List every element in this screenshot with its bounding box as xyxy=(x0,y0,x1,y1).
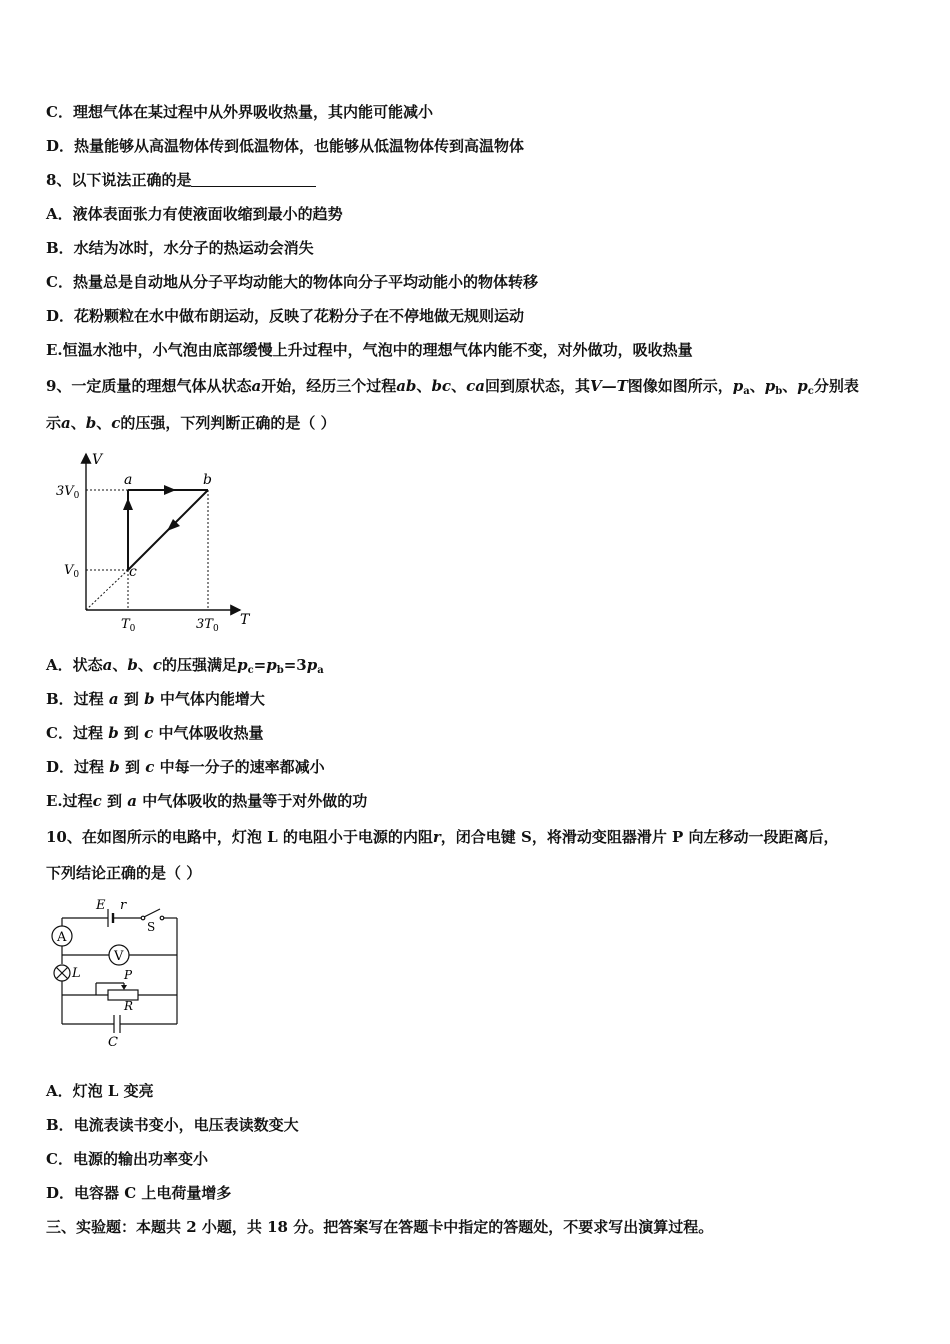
q10-option-d: D．电容器 C 上电荷量增多 xyxy=(46,1184,232,1202)
q9-sub: c xyxy=(807,386,814,397)
q9-var: a xyxy=(127,792,138,810)
q10-stem-line1 xyxy=(46,827,839,847)
q9-option-b xyxy=(46,689,265,709)
q8-stem-text: 8、以下说法正确的是 xyxy=(46,171,192,189)
q9-var: ab xyxy=(396,377,417,395)
origin-line xyxy=(86,570,128,610)
q9-option-e xyxy=(46,791,367,811)
q8-option-a: A．液体表面张力有使液面收缩到最小的趋势 xyxy=(46,205,343,223)
section-3-heading: 三、实验题：本题共 2 小题，共 18 分。把答案写在答题卡中指定的答题处，不要求写出演算过程。 xyxy=(46,1218,714,1236)
label-p: P xyxy=(124,968,133,982)
q9-sub: a xyxy=(317,665,324,676)
arrow-ca xyxy=(123,498,133,510)
q9-sub: b xyxy=(775,386,783,397)
q9-text: E.过程 xyxy=(46,792,93,810)
q9-var: bc xyxy=(431,377,452,395)
q9-option-d xyxy=(46,757,325,777)
label-r: r xyxy=(120,898,127,913)
q9-stem-line2 xyxy=(46,413,336,433)
tick-3t0 xyxy=(196,617,219,634)
ammeter-label: A xyxy=(57,930,67,945)
q9-text: 到 xyxy=(124,758,140,776)
q9-text: 中气体吸收热量 xyxy=(158,724,264,742)
q9-var: a xyxy=(108,690,119,708)
tick-t0 xyxy=(121,617,136,634)
point-c-label: c xyxy=(129,564,137,580)
q9-text: 回到原状态，其 xyxy=(484,377,590,395)
q9-var: a xyxy=(61,414,71,432)
tick-v0-main: V xyxy=(64,563,74,578)
q9-text: =3 xyxy=(283,656,307,674)
label-l: L xyxy=(72,966,81,981)
q9-var: c xyxy=(144,724,154,742)
q9-sep: 、 xyxy=(137,656,153,674)
q9-var: b xyxy=(127,656,138,674)
q9-text: 的压强满足 xyxy=(162,656,238,674)
q9-sub: a xyxy=(743,386,750,397)
q9-var: p xyxy=(306,656,318,674)
q9-sub: c xyxy=(247,665,254,676)
q10-text: 10、在如图所示的电路中，灯泡 L 的电阻小于电源的内阻 xyxy=(46,828,433,846)
arrow-ab xyxy=(164,485,176,495)
label-rheostat: R xyxy=(124,999,134,1013)
q9-text: 图像如图所示， xyxy=(627,377,733,395)
tick-3v0-main: 3V xyxy=(56,484,74,499)
q9-text: = xyxy=(253,656,267,674)
q9-sep: 、 xyxy=(749,377,765,395)
q8-option-d: D．花粉颗粒在水中做布朗运动，反映了花粉分子在不停地做无规则运动 xyxy=(46,307,525,325)
q9-sub: b xyxy=(276,665,284,676)
point-b-label: b xyxy=(203,472,212,488)
q9-text: A．状态 xyxy=(46,656,103,674)
tick-v0 xyxy=(64,563,79,580)
slider-arrow xyxy=(121,985,127,990)
q9-sep: 、 xyxy=(451,377,467,395)
q9-text: 到 xyxy=(107,792,123,810)
q7-option-c: C．理想气体在某过程中从外界吸收热量，其内能可能减小 xyxy=(46,103,433,121)
q9-sep: 、 xyxy=(70,414,86,432)
q9-var: c xyxy=(145,758,155,776)
q9-var: p xyxy=(237,656,248,674)
q9-sep: 、 xyxy=(782,377,798,395)
q9-text: 到 xyxy=(123,724,139,742)
q9-text: 的压强，下列判断正确的是（ ） xyxy=(120,414,336,432)
q9-var: V—T xyxy=(589,377,628,395)
q9-var: a xyxy=(251,377,262,395)
q9-var: c xyxy=(111,414,121,432)
q9-var: p xyxy=(797,377,808,395)
q9-text: D．过程 xyxy=(46,758,105,776)
q9-text: 开始，经历三个过程 xyxy=(261,377,397,395)
point-a-label: a xyxy=(124,472,133,488)
q9-var: b xyxy=(144,690,155,708)
q8-option-c: C．热量总是自动地从分子平均动能大的物体向分子平均动能小的物体转移 xyxy=(46,273,538,291)
q9-text: 分别表 xyxy=(813,377,859,395)
q9-sep: 、 xyxy=(112,656,128,674)
tick-3v0 xyxy=(56,484,80,501)
q9-text: B．过程 xyxy=(46,690,104,708)
q9-text: C．过程 xyxy=(46,724,103,742)
q9-text: 中每一分子的速率都减小 xyxy=(159,758,325,776)
label-e: E xyxy=(96,898,106,913)
tick-3t0-main: 3T xyxy=(196,617,213,632)
switch-contact xyxy=(160,916,164,920)
axis-v-label: V xyxy=(92,452,103,468)
q9-sep: 、 xyxy=(96,414,112,432)
q8-option-b: B．水结为冰时，水分子的热运动会消失 xyxy=(46,239,314,257)
q9-text: 到 xyxy=(123,690,139,708)
switch-blade xyxy=(144,909,160,917)
tick-3v0-sub: 0 xyxy=(73,491,80,501)
q9-var: p xyxy=(732,377,744,395)
label-c: C xyxy=(108,1035,118,1050)
q9-var: p xyxy=(764,377,776,395)
voltmeter-label: V xyxy=(114,949,124,964)
q10-option-c: C．电源的输出功率变小 xyxy=(46,1150,208,1168)
q9-text: 中气体吸收的热量等于对外做的功 xyxy=(142,792,368,810)
q9-var: c xyxy=(152,656,163,674)
q8-stem xyxy=(46,170,316,190)
q8-option-e: E.恒温水池中，小气泡由底部缓慢上升过程中，气泡中的理想气体内能不变，对外做功，吸收热量 xyxy=(46,341,693,359)
q9-text: 示 xyxy=(46,414,62,432)
q9-var: a xyxy=(102,656,113,674)
q9-option-a xyxy=(46,655,324,681)
q9-sep: 、 xyxy=(416,377,432,395)
q9-text: 中气体内能增大 xyxy=(159,690,265,708)
tick-t0-sub: 0 xyxy=(129,624,136,634)
q10-stem-line2: 下列结论正确的是（ ） xyxy=(46,864,202,882)
q10-option-b: B．电流表读书变小，电压表读数变大 xyxy=(46,1116,299,1134)
circuit-diagram xyxy=(44,893,194,1053)
q9-var: ca xyxy=(466,377,485,395)
tick-t0-main: T xyxy=(121,617,130,632)
q9-var: b xyxy=(109,758,120,776)
q9-stem-line1 xyxy=(46,376,859,402)
q9-var: c xyxy=(92,792,102,810)
q9-option-c xyxy=(46,723,264,743)
q9-var: b xyxy=(85,414,97,432)
q7-option-d: D．热量能够从高温物体传到低温物体，也能够从低温物体传到高温物体 xyxy=(46,137,525,155)
answer-blank xyxy=(191,172,316,187)
label-s: S xyxy=(147,920,156,934)
tick-3t0-sub: 0 xyxy=(212,624,219,634)
q9-var: p xyxy=(266,656,277,674)
tick-v0-sub: 0 xyxy=(73,570,80,580)
q10-option-a: A．灯泡 L 变亮 xyxy=(46,1082,154,1100)
q9-text: 9、一定质量的理想气体从状态 xyxy=(46,377,252,395)
q10-text: ，闭合电键 S，将滑动变阻器滑片 P 向左移动一段距离后， xyxy=(440,828,839,846)
rheostat xyxy=(108,990,138,1000)
axis-t-label: T xyxy=(240,612,250,628)
q10-var: r xyxy=(432,828,441,846)
vt-graph xyxy=(50,448,260,638)
q9-var: b xyxy=(108,724,119,742)
